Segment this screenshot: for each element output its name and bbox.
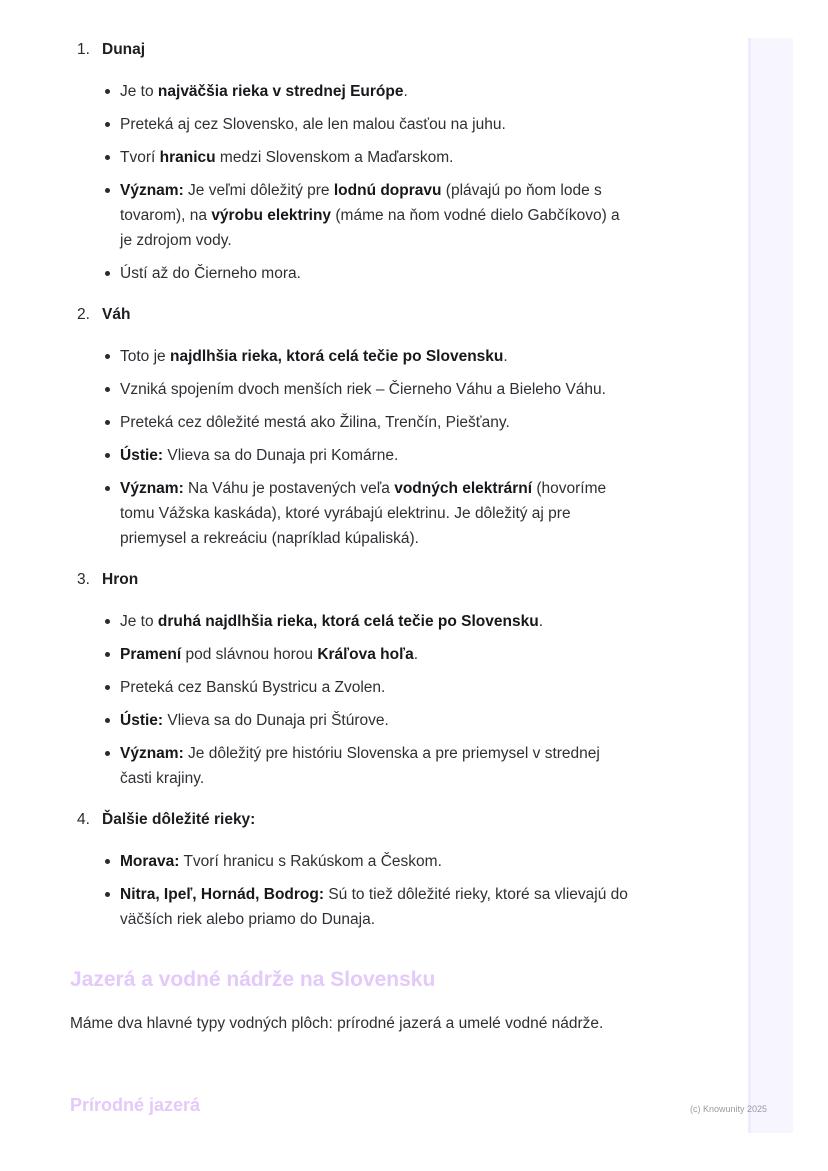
- list-item: Vzniká spojením dvoch menších riek – Čierneho Váhu a Bieleho Váhu.: [70, 377, 635, 402]
- bullet-list: [70, 849, 635, 932]
- river-section-dunaj: [70, 38, 635, 286]
- bold-text: Význam:: [120, 745, 184, 762]
- footer-copyright: (c) Knowunity 2025: [690, 1104, 768, 1114]
- list-item: Morava: Tvorí hranicu s Rakúskom a Českom.: [70, 849, 635, 874]
- river-list: [70, 38, 635, 932]
- list-item: Preteká cez dôležité mestá ako Žilina, Trenčín, Piešťany.: [70, 410, 635, 435]
- item-number: 4.: [77, 811, 90, 828]
- list-item: Ústie: Vlieva sa do Dunaja pri Komárne.: [70, 443, 635, 468]
- list-item: Tvorí hranicu medzi Slovenskom a Maďarskom.: [70, 145, 635, 170]
- numbered-item: [70, 808, 635, 832]
- numbered-item: [70, 568, 635, 592]
- bold-text: Ústie:: [120, 712, 164, 729]
- item-number: 2.: [77, 306, 90, 323]
- bullet-list: [70, 609, 635, 791]
- bold-text: najdlhšia rieka, ktorá celá tečie po Slovensku: [169, 348, 504, 365]
- list-item: Je to najväčšia rieka v strednej Európe.: [70, 79, 635, 104]
- bold-text: Význam:: [120, 480, 184, 497]
- river-section-other: [70, 808, 635, 932]
- bold-text: Význam:: [120, 182, 184, 199]
- numbered-item: [70, 38, 635, 62]
- bold-text: hranicu: [159, 149, 216, 166]
- section-paragraph: Máme dva hlavné typy vodných plôch: prírodné jazerá a umelé vodné nádrže.: [70, 1015, 604, 1032]
- bold-text: Nitra, Ipeľ, Hornád, Bodrog:: [120, 886, 325, 903]
- item-number: 3.: [77, 571, 90, 588]
- bold-text: výrobu elektriny: [211, 207, 332, 224]
- item-title: Ďalšie dôležité rieky:: [102, 811, 256, 828]
- list-item: Pramení pod slávnou horou Kráľova hoľa.: [70, 642, 635, 667]
- side-panel: [748, 38, 793, 1133]
- bold-text: Morava:: [120, 853, 180, 870]
- item-number: 1.: [77, 41, 90, 58]
- river-section-vah: [70, 303, 635, 551]
- bold-text: Ústie:: [120, 447, 164, 464]
- list-item: Ústí až do Čierneho mora.: [70, 261, 635, 286]
- section-heading: Jazerá a vodné nádrže na Slovensku: [70, 968, 436, 991]
- bold-text: vodných elektrární: [394, 480, 533, 497]
- bullet-list: [70, 79, 635, 286]
- list-item: Preteká cez Banskú Bystricu a Zvolen.: [70, 675, 635, 700]
- list-item: Je to druhá najdlhšia rieka, ktorá celá tečie po Slovensku.: [70, 609, 635, 634]
- item-title: Dunaj: [102, 41, 146, 58]
- list-item: Ústie: Vlieva sa do Dunaja pri Štúrove.: [70, 708, 635, 733]
- bullet-list: [70, 344, 635, 551]
- bold-text: Pramení: [120, 646, 182, 663]
- bold-text: Kráľova hoľa: [317, 646, 414, 663]
- item-title: Váh: [102, 306, 131, 323]
- bold-text: druhá najdlhšia rieka, ktorá celá tečie po Slovensku: [157, 613, 539, 630]
- subsection-heading: Prírodné jazerá: [70, 1095, 201, 1115]
- list-item: Význam: Na Váhu je postavených veľa vodných elektrární (hovoríme tomu Vážska kaskáda), ktoré vyrábajú elektrinu. Je dôležitý aj pre priemysel a rekreáciu (napríklad kúpaliská).: [70, 476, 635, 551]
- list-item: Význam: Je dôležitý pre históriu Slovenska a pre priemysel v strednej časti krajiny.: [70, 741, 635, 791]
- bold-text: najväčšia rieka v strednej Európe: [157, 83, 404, 100]
- list-item: Nitra, Ipeľ, Hornád, Bodrog: Sú to tiež dôležité rieky, ktoré sa vlievajú do väčších riek alebo priamo do Dunaja.: [70, 882, 635, 932]
- item-title: Hron: [102, 571, 139, 588]
- river-section-hron: [70, 568, 635, 791]
- bold-text: lodnú dopravu: [333, 182, 442, 199]
- list-item: Toto je najdlhšia rieka, ktorá celá tečie po Slovensku.: [70, 344, 635, 369]
- numbered-item: [70, 303, 635, 327]
- list-item: Význam: Je veľmi dôležitý pre lodnú dopravu (plávajú po ňom lode s tovarom), na výrobu elektriny (máme na ňom vodné dielo Gabčíkovo) a je zdrojom vody.: [70, 178, 635, 253]
- list-item: Preteká aj cez Slovensko, ale len malou časťou na juhu.: [70, 112, 635, 137]
